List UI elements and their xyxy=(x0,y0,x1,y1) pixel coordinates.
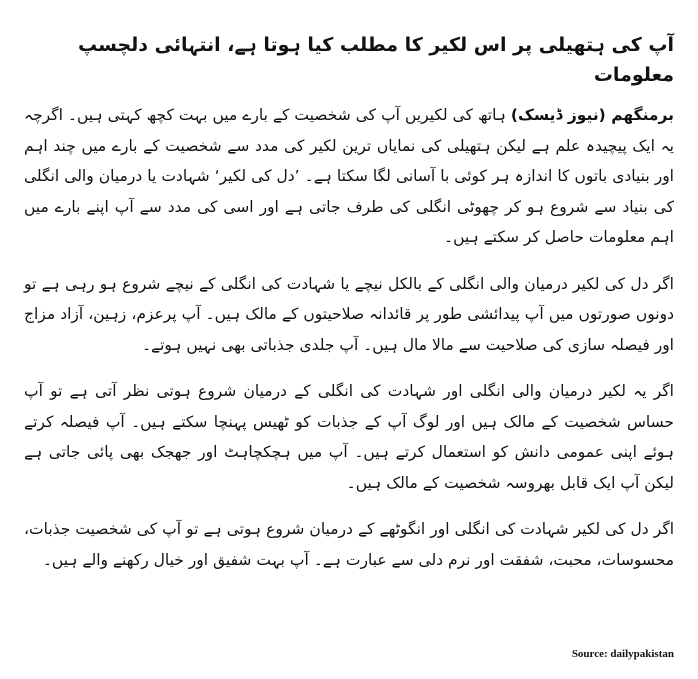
paragraph-text: ہاتھ کی لکیریں آپ کی شخصیت کے بارے میں بہت کچھ کہتی ہیں۔ اگرچہ یہ ایک پیچیدہ علم ہے لیکن ہتھیلی کی نمایاں ترین لکیر کی مدد سے شخصیت کے بارے میں چند اہم اور بنیادی باتوں کا اندازہ ہر کوئی با آسانی لگا سکتا ہے۔ ’دل کی لکیر‘ شہادت یا درمیان والی انگلی کی بنیاد سے شروع ہو کر چھوٹی انگلی کی طرف جاتی ہے اور اسی کی مدد سے آپ اپنے بارے میں اہم معلومات حاصل کر سکتے ہیں۔ xyxy=(24,106,674,246)
article-paragraph-2: اگر دل کی لکیر درمیان والی انگلی کے بالکل نیچے یا شہادت کی انگلی کے نیچے شروع ہو رہی ہے تو دونوں صورتوں میں آپ پیدائشی طور پر قائدانہ صلاحیتوں کے مالک ہیں۔ آپ پرعزم، زہین، آزاد مزاج اور فیصلہ سازی کی صلاحیت سے مالا مال ہیں۔ آپ جلدی جذباتی بھی نہیں ہوتے۔ xyxy=(24,274,674,354)
article-paragraph-4: اگر دل کی لکیر شہادت کی انگلی اور انگوٹھے کے درمیان شروع ہوتی ہے تو آپ کی شخصیت جذبات، محسوسات، محبت، شفقت اور نرم دلی سے عبارت ہے۔ آپ بہت شفیق اور خیال رکھنے والے ہیں۔ xyxy=(24,520,674,569)
article-dateline: برمنگھم (نیوز ڈیسک) xyxy=(510,106,674,124)
article-paragraph-1 xyxy=(24,100,674,253)
article-paragraph-3: اگر یہ لکیر درمیان والی انگلی اور شہادت کی انگلی کے درمیان شروع ہوتی نظر آتی ہے تو آپ حساس شخصیت کے مالک ہیں اور لوگ آپ کے جذبات کو ٹھیس پہنچا سکتے ہیں۔ آپ فیصلہ کرتے ہوئے اپنی عمومی دانش کو استعمال کرتے ہیں۔ آپ میں ہچکچاہٹ اور جھجک بھی پائی جاتی ہے لیکن آپ ایک قابل بھروسہ شخصیت کے مالک ہیں۔ xyxy=(24,382,674,492)
source-credit: Source: dailypakistan xyxy=(571,648,674,660)
article-headline: آپ کی ہتھیلی پر اس لکیر کا مطلب کیا ہوتا ہے، انتہائی دلچسپ معلومات xyxy=(78,34,674,86)
